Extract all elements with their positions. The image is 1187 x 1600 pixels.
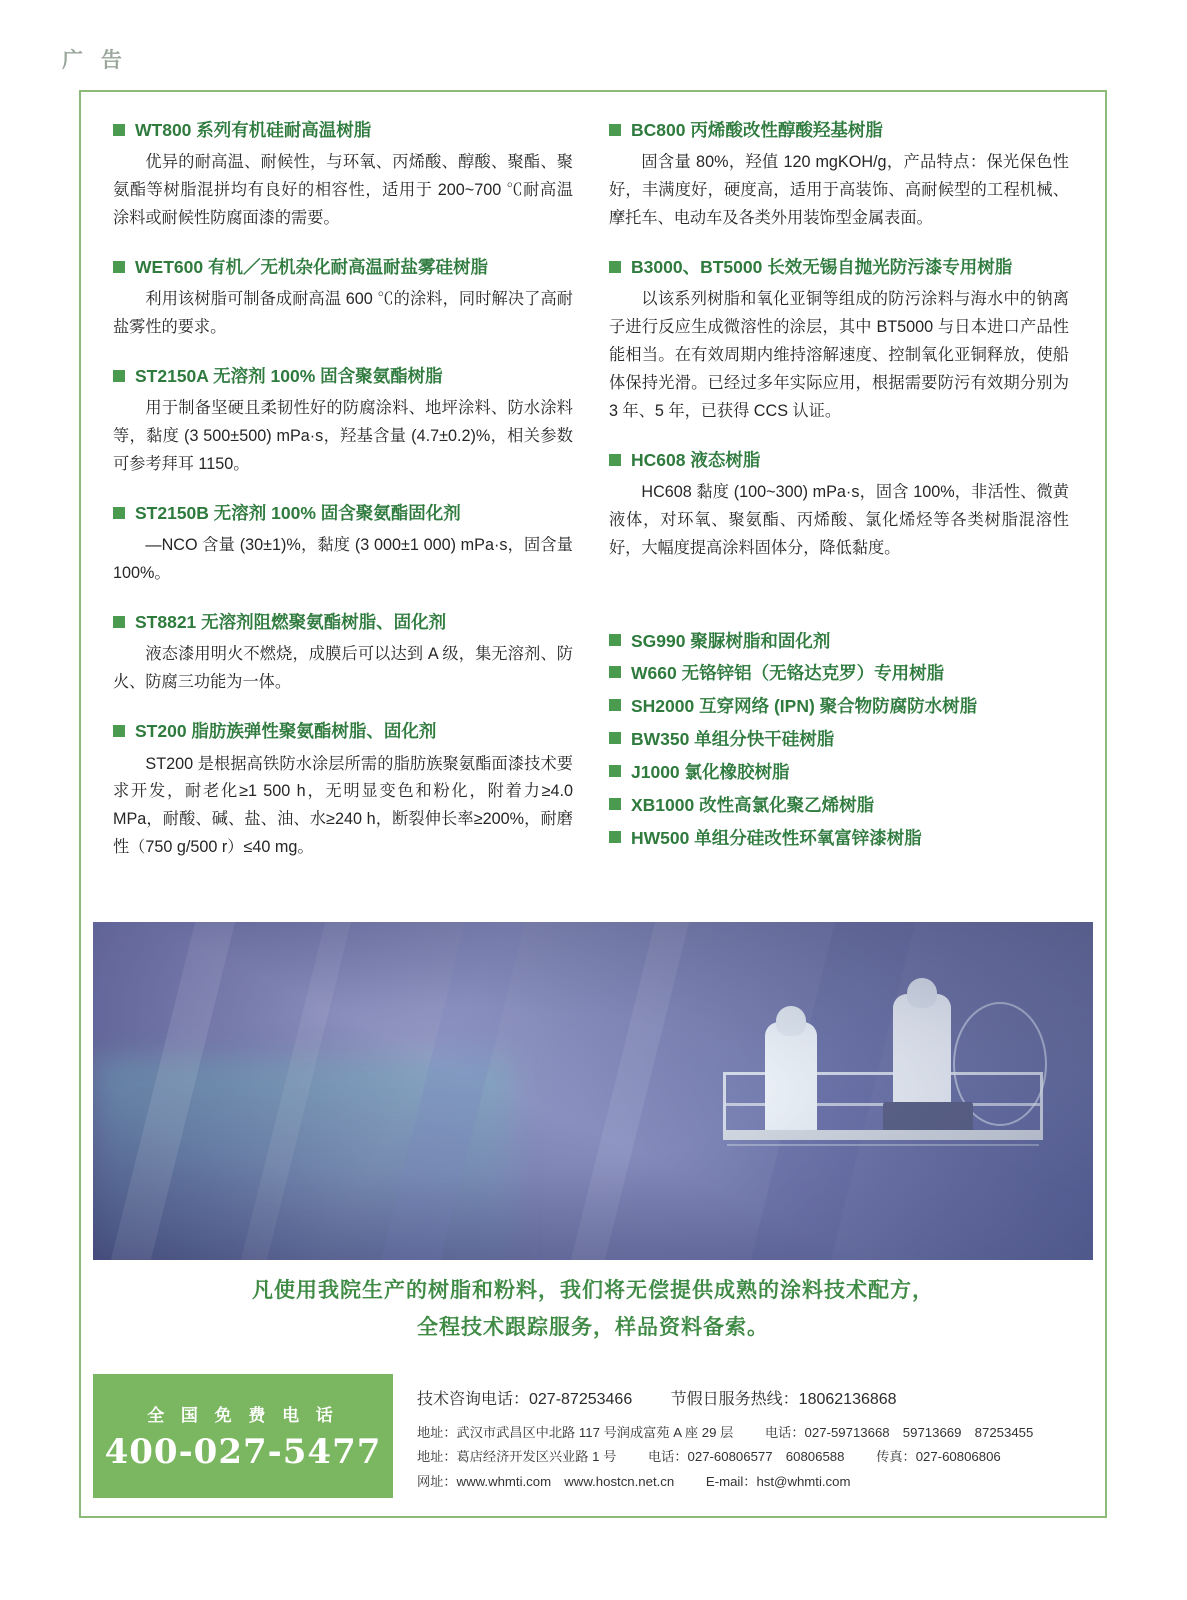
footer [93, 1374, 1093, 1498]
product-title: WT800 系列有机硅耐高温树脂 [113, 118, 573, 143]
product-title: B3000、BT5000 长效无锡自抛光防污漆专用树脂 [609, 255, 1069, 280]
slogan [81, 1272, 1105, 1346]
product-body: 固含量 80%，羟值 120 mgKOH/g，产品特点：保光保色性好，丰满度好，硬度高，适用于高装饰、高耐候型的工程机械、摩托车、电动车及各类外用装饰型金属表面。 [609, 153, 1069, 228]
product-title: ST2150A 无溶剂 100% 固含聚氨酯树脂 [113, 364, 573, 389]
address-2-tel[interactable]: 电话：027-60806577 60806588 [647, 1449, 845, 1465]
address-1-tel[interactable]: 电话：027-59713668 59713669 87253455 [764, 1425, 1034, 1440]
list-item: SG990 聚脲树脂和固化剂 [609, 625, 1069, 658]
product-entry [609, 118, 1069, 233]
product-body: 以该系列树脂和氧化亚铜等组成的防污涂料与海水中的钠离子进行反应生成微溶性的涂层，其中 BT5000 与日本进口产品性能相当。在有效周期内维持溶解速度、控制氧化亚铜释放，使船体保持光滑。已经过多年实际应用，根据需要防污有效期分别为 3 年、5 年，已获得 CCS 认证。 [609, 290, 1069, 420]
website[interactable]: 网址：www.whmti.com www.hostcn.net.cn [417, 1473, 675, 1489]
ad-marker: 广 告 [62, 49, 128, 72]
contact-info [393, 1374, 1093, 1498]
product-body: 优异的耐高温、耐候性，与环氧、丙烯酸、醇酸、聚酯、聚氨酯等树脂混拼均有良好的相容性，适用于 200~700 ℃耐高温涂料或耐候性防腐面漆的需要。 [113, 153, 573, 228]
product-title: ST200 脂肪族弹性聚氨酯树脂、固化剂 [113, 719, 573, 744]
product-body: —NCO 含量 (30±1)%，黏度 (3 000±1 000) mPa·s，固含量 100%。 [113, 536, 573, 583]
product-body: 液态漆用明火不燃烧，成膜后可以达到 A 级，集无溶剂、防火、防腐三功能为一体。 [113, 645, 573, 692]
right-column [609, 118, 1069, 884]
content-frame [79, 90, 1107, 1518]
contact-line-primary [417, 1386, 1093, 1409]
left-column [113, 118, 573, 884]
product-entry [609, 255, 1069, 426]
address-1: 地址：武汉市武昌区中北路 117 号润成富苑 A 座 29 层 [417, 1425, 734, 1440]
list-item: J1000 氯化橡胶树脂 [609, 756, 1069, 789]
list-item: BW350 单组分快干硅树脂 [609, 723, 1069, 756]
contact-line-address2 [417, 1445, 1093, 1469]
product-entry [113, 719, 573, 862]
product-entry [113, 364, 573, 479]
product-body: HC608 黏度 (100~300) mPa·s，固含 100%，非活性、微黄液体，对环氧、聚氨酯、丙烯酸、氯化烯烃等各类树脂混溶性好，大幅度提高涂料固体分，降低黏度。 [609, 483, 1069, 557]
product-entry [113, 118, 573, 233]
list-item: W660 无铬锌铝（无铬达克罗）专用树脂 [609, 657, 1069, 690]
ship-hull-painting-photo [93, 922, 1093, 1260]
list-item: XB1000 改性高氯化聚乙烯树脂 [609, 789, 1069, 822]
photo-vignette [93, 922, 1093, 1260]
free-call-number[interactable]: 400-027-5477 [104, 1431, 382, 1472]
address-2: 地址：葛店经济开发区兴业路 1 号 [417, 1449, 617, 1465]
email[interactable]: E-mail：hst@whmti.com [705, 1473, 851, 1489]
contact-line-address1 [417, 1421, 1093, 1445]
product-entry [113, 255, 573, 342]
address-2-fax: 传真：027-60806806 [876, 1449, 1001, 1465]
slogan-line-1: 凡使用我院生产的树脂和粉料，我们将无偿提供成熟的涂料技术配方， [252, 1277, 934, 1302]
product-body: 利用该树脂可制备成耐高温 600 ℃的涂料，同时解决了高耐盐雾性的要求。 [113, 290, 573, 337]
consult-tel[interactable]: 技术咨询电话：027-87253466 [417, 1391, 633, 1408]
contact-line-web [417, 1470, 1093, 1494]
text-columns [81, 92, 1105, 884]
product-entry [113, 610, 573, 697]
product-name-list [609, 625, 1069, 855]
product-title: ST8821 无溶剂阻燃聚氨酯树脂、固化剂 [113, 610, 573, 635]
list-item: HW500 单组分硅改性环氧富锌漆树脂 [609, 822, 1069, 855]
product-body: ST200 是根据高铁防水涂层所需的脂肪族聚氨酯面漆技术要求开发，耐老化≥1 500 h，无明显变色和粉化，附着力≥4.0 MPa，耐酸、碱、盐、油、水≥240 h，断裂伸长率≥200%，耐磨性（750 g/500 r）≤40 mg。 [113, 754, 573, 857]
product-title: HC608 液态树脂 [609, 448, 1069, 473]
holiday-hotline[interactable]: 节假日服务热线：18062136868 [670, 1391, 897, 1408]
product-title: BC800 丙烯酸改性醇酸羟基树脂 [609, 118, 1069, 143]
product-title: WET600 有机／无机杂化耐高温耐盐雾硅树脂 [113, 255, 573, 280]
free-call-block [93, 1374, 393, 1498]
product-entry [113, 501, 573, 588]
product-title: ST2150B 无溶剂 100% 固含聚氨酯固化剂 [113, 501, 573, 526]
product-body: 用于制备坚硬且柔韧性好的防腐涂料、地坪涂料、防水涂料等，黏度 (3 500±500) mPa·s，羟基含量 (4.7±0.2)%，相关参数可参考拜耳 1150。 [113, 399, 573, 474]
product-entry [609, 448, 1069, 563]
free-call-label: 全 国 免 费 电 话 [147, 1405, 339, 1425]
slogan-line-2: 全程技术跟踪服务，样品资料备索。 [417, 1313, 769, 1339]
list-item: SH2000 互穿网络 (IPN) 聚合物防腐防水树脂 [609, 690, 1069, 723]
